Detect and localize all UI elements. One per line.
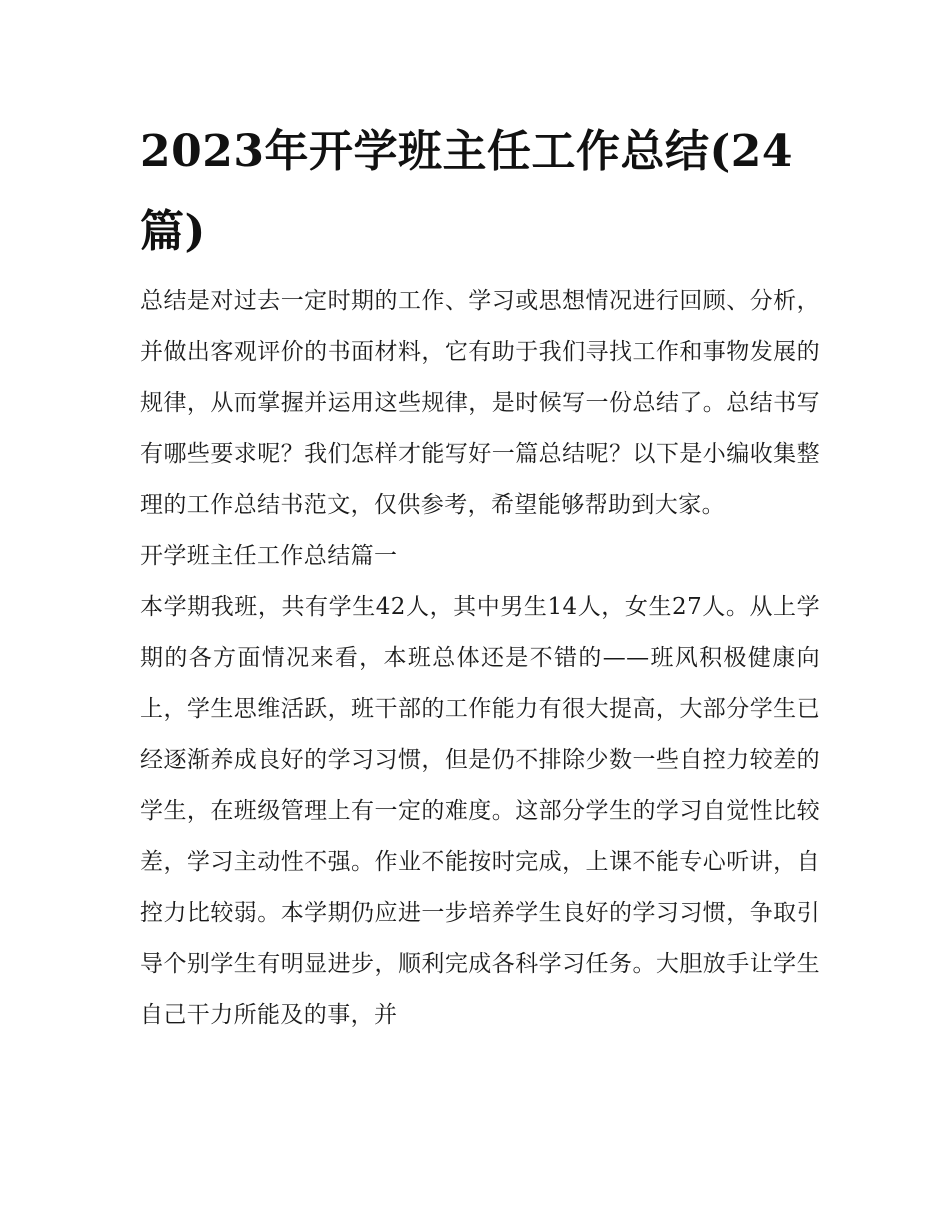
intro-paragraph: 总结是对过去一定时期的工作、学习或思想情况进行回顾、分析，并做出客观评价的书面材料，它有助于我们寻找工作和事物发展的规律，从而掌握并运用这些规律，是时候写一份总结了。总结书写有哪些要求呢？我们怎样才能写好一篇总结呢？以下是小编收集整理的工作总结书范文，仅供参考，希望能够帮助到大家。 <box>140 288 820 518</box>
section-paragraph: 本学期我班，共有学生42人，其中男生14人，女生27人。从上学期的各方面情况来看，本班总体还是不错的——班风积极健康向上，学生思维活跃，班干部的工作能力有很大提高，大部分学生已经逐渐养成良好的学习习惯，但是仍不排除少数一些自控力较差的学生，在班级管理上有一定的难度。这部分学生的学习自觉性比较差，学习主动性不强。作业不能按时完成，上课不能专心听讲，自控力比较弱。本学期仍应进一步培养学生良好的学习习惯，争取引导个别学生有明显进步，顺利完成各科学习任务。大胆放手让学生自己干力所能及的事，并 <box>140 594 820 1028</box>
section-heading: 开学班主任工作总结篇一 <box>140 543 398 569</box>
document-title: 2023年开学班主任工作总结(24篇) <box>140 126 794 257</box>
document-body <box>140 276 820 1041</box>
